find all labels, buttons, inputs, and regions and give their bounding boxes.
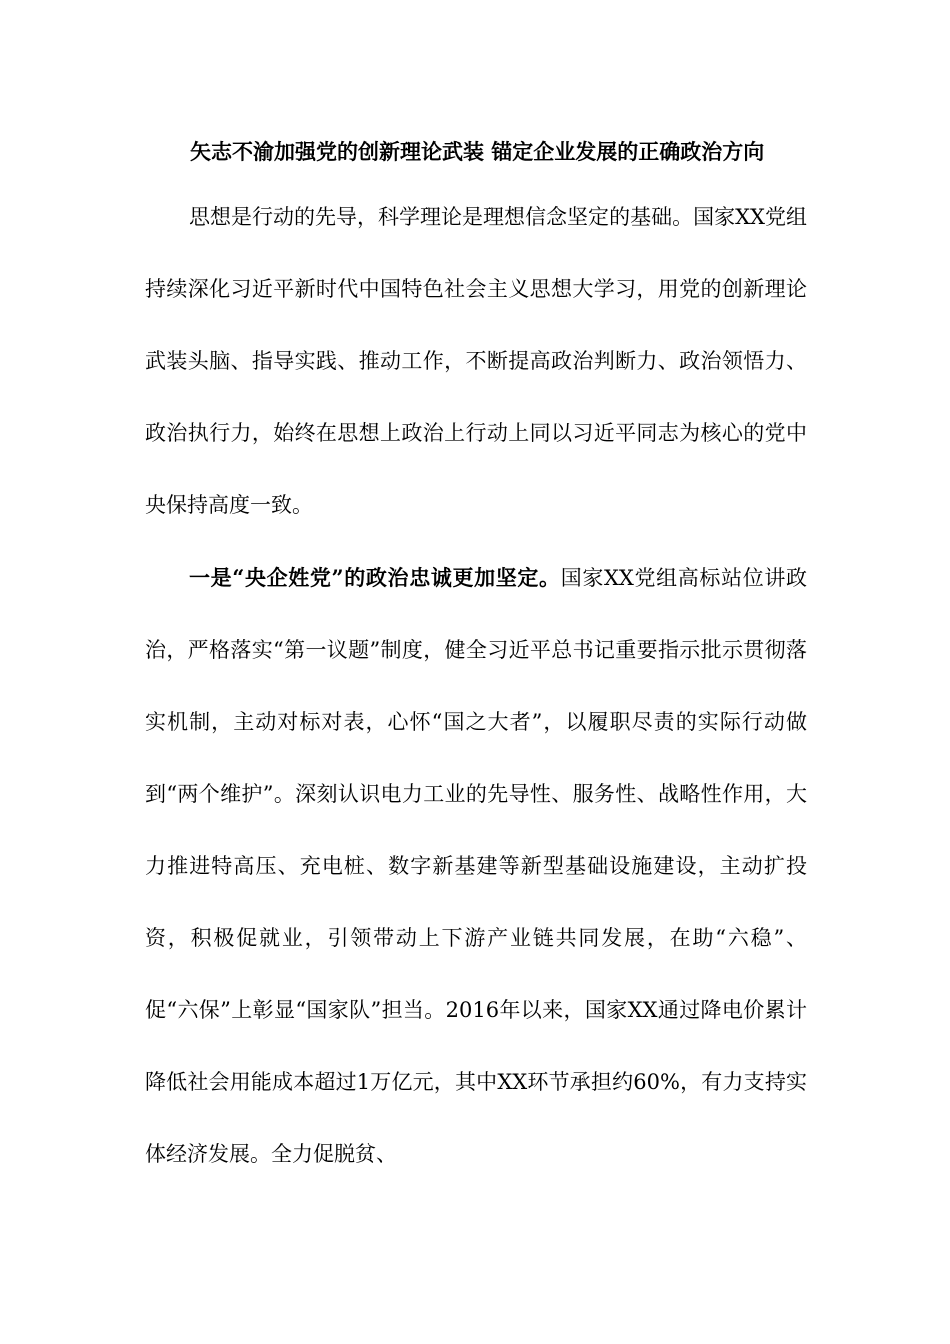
paragraph-point-one-text: 国家XX党组高标站位讲政治，严格落实“第一议题”制度，健全习近平总书记重要指示批示贯彻落实机制，主动对标对表，心怀“国之大者”，以履职尽责的实际行动做到“两个维护”。深刻认识电力工业的先导性、服务性、战略性作用，大力推进特高压、充电桩、数字新基建等新型基础设施建设，主动扩投资，积极促就业，引领带动上下游产业链共同发展，在助“六稳”、促“六保”上彰显“国家队”担当。2016年以来，国家XX通过降电价累计降低社会用能成本超过1万亿元，其中XX环节承担约60%，有力支持实体经济发展。全力促脱贫、 — [145, 566, 807, 1166]
paragraph-intro-text: 思想是行动的先导，科学理论是理想信念坚定的基础。国家XX党组持续深化习近平新时代中国特色社会主义思想大学习，用党的创新理论武装头脑、指导实践、推动工作，不断提高政治判断力、政治领悟力、政治执行力，始终在思想上政治上行动上同以习近平同志为核心的党中央保持高度一致。 — [145, 205, 807, 517]
paragraph-point-one-lead: 一是“央企姓党”的政治忠诚更加坚定。 — [189, 565, 561, 590]
paragraph-intro — [145, 181, 807, 541]
document-title: 矢志不渝加强党的创新理论武装 锚定企业发展的正确政治方向 — [190, 139, 765, 164]
paragraph-point-one — [145, 542, 807, 1190]
